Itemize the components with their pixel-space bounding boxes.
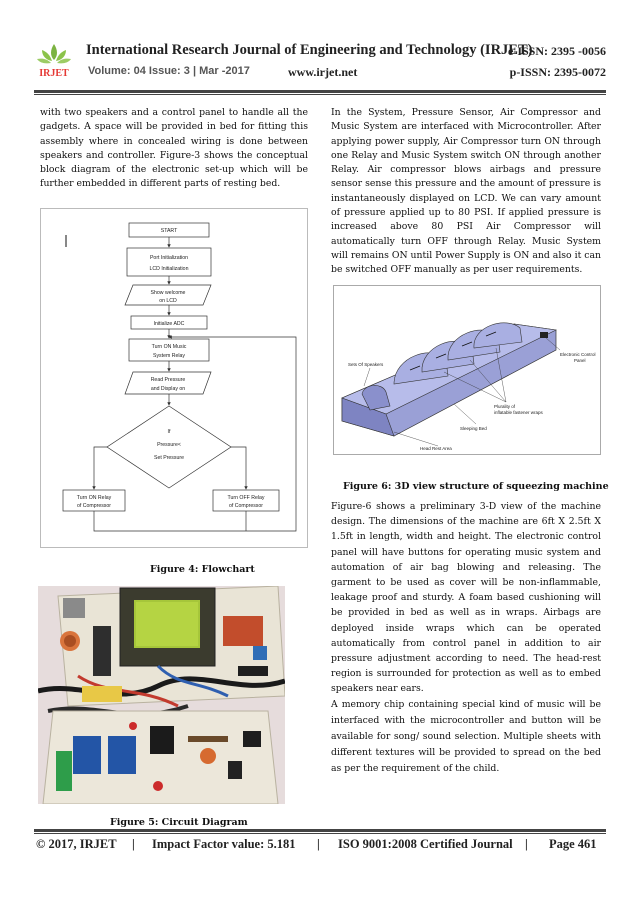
- flow-music-1: Turn ON Music: [151, 344, 187, 350]
- right-column-bottom: [331, 499, 601, 778]
- yellow-tape: [82, 686, 122, 702]
- eissn: e-ISSN: 2395 -0056: [508, 44, 606, 58]
- page-header: [34, 42, 606, 86]
- label-panel-1: Electronic Control: [560, 352, 596, 357]
- control-panel-box: [540, 332, 548, 338]
- footer-rule: [34, 829, 606, 832]
- label-panel-2: Panel: [574, 358, 586, 363]
- header-rule: [34, 90, 606, 93]
- heat-sink: [63, 598, 85, 618]
- label-speakers: Sets Of Speakers: [348, 362, 384, 367]
- flow-start-label: START: [160, 228, 178, 234]
- terminal-block: [56, 751, 72, 791]
- flow-left-marker: [65, 235, 67, 247]
- left-column: [40, 106, 308, 192]
- right-column-top: [331, 106, 601, 278]
- flow-music-2: System Relay: [153, 353, 185, 359]
- figure-6-caption: Figure 6: 3D view structure of squeezing machine: [343, 481, 609, 492]
- header-rule-thin: [34, 94, 606, 95]
- label-wraps-2: inflatable fastener wraps: [494, 410, 543, 415]
- figure-5-circuit-photo: [38, 586, 285, 804]
- irjet-logo: [34, 42, 74, 84]
- page-footer: [34, 837, 606, 855]
- flow-on-2: of Compressor: [76, 503, 112, 509]
- flow-read-1: Read Pressure: [150, 377, 186, 383]
- relay-1: [73, 736, 101, 774]
- right-paragraph-3: A memory chip containing special kind of music will be interfaced with the microcontroller and button will be available for song/ sound selection. Multiple sheets with different textures will be provided to spread on the bed as per the requirement of the child.: [331, 698, 601, 775]
- figure-5-caption: Figure 5: Circuit Diagram: [110, 817, 248, 828]
- website-link[interactable]: www.irjet.net: [288, 65, 358, 79]
- flow-lcd-init: LCD Initialization: [149, 266, 189, 272]
- label-head: Head Rest Area: [420, 446, 452, 451]
- left-paragraph: with two speakers and a control panel to handle all the gadgets. A space will be provided in bed for fitting this assembly where in concealed wiring is done between speakers and controller. Figure-3 shows the conceptual block diagram of the electronic set-up which will be further embedded in different parts of resting bed.: [40, 107, 308, 190]
- flow-welcome-2: on LCD: [159, 298, 177, 304]
- figure-4-flowchart: [40, 208, 308, 548]
- flow-off-1: Turn OFF Relay: [227, 495, 265, 501]
- footer-copyright: © 2017, IRJET: [36, 837, 117, 851]
- flow-read-2: and Display on: [150, 386, 186, 392]
- figure-6-3d-view: [333, 285, 601, 455]
- flow-off-2: of Compressor: [228, 503, 264, 509]
- flow-on-1: Turn ON Relay: [76, 495, 112, 501]
- footer-sep-2: |: [317, 837, 320, 851]
- flow-cond-1: Pressure<: [157, 442, 181, 448]
- footer-page: Page 461: [549, 837, 597, 851]
- footer-sep-3: |: [525, 837, 528, 851]
- flow-port-init: Port Initialization: [149, 255, 189, 261]
- footer-sep-1: |: [132, 837, 135, 851]
- logo-text: IRJET: [39, 68, 69, 79]
- pissn: p-ISSN: 2395-0072: [509, 65, 606, 79]
- footer-iso: ISO 9001:2008 Certified Journal: [338, 837, 513, 851]
- figure-4-caption: Figure 4: Flowchart: [150, 564, 255, 575]
- journal-title: International Research Journal of Engineering and Technology (IRJET): [86, 42, 533, 58]
- flow-cond-2: Set Pressure: [154, 455, 184, 461]
- relay-2: [108, 736, 136, 774]
- right-paragraph-2: Figure-6 shows a preliminary 3-D view of the machine design. The dimensions of the machine are 6ft X 2.5ft X 1.5ft in length, width and height. The electronic control panel will have buttons for operating music system and automation of air bag blowing and releasing. The garment to be used as cover will be non-inflammable, leakage proof and sturdy. A foam based cushioning will be provided in bed as well as in wraps. Airbags are deployed inside wraps which can be operated automatically from control panel in addition to air pressure adjustment according to need. The head-rest region is surrounded for protection as well as to embed speakers near ears.: [331, 501, 601, 695]
- right-paragraph-1: In the System, Pressure Sensor, Air Compressor and Music System are interfaced with Microcontroller. After applying power supply, Air Compressor turn ON through one Relay and Music System switch ON through another Relay. Air compressor blows airbags and pressure sensor sense this pressure and the amount of pressure is instantaneously displayed on LCD. We can vary amount of pressure applied up to 80 PSI. If applied pressure is increased above 80 PSI Air Compressor will automatically turn OFF through Relay. Music System will remains ON until Power Supply is ON and also it can be switched OFF manually as per user requirements.: [331, 107, 602, 276]
- ic-chip: [150, 726, 174, 754]
- flow-adc-label: Initialize ADC: [153, 321, 185, 327]
- footer-rule-thin: [34, 833, 606, 834]
- footer-impact: Impact Factor value: 5.181: [152, 837, 296, 851]
- flow-if: If: [167, 429, 171, 435]
- volume-issue: Volume: 04 Issue: 3 | Mar -2017: [88, 65, 250, 77]
- flow-welcome-1: Show welcome: [150, 290, 186, 296]
- label-wraps-1: Plurality of: [494, 404, 516, 409]
- label-bed: Sleeping Bed: [460, 426, 487, 431]
